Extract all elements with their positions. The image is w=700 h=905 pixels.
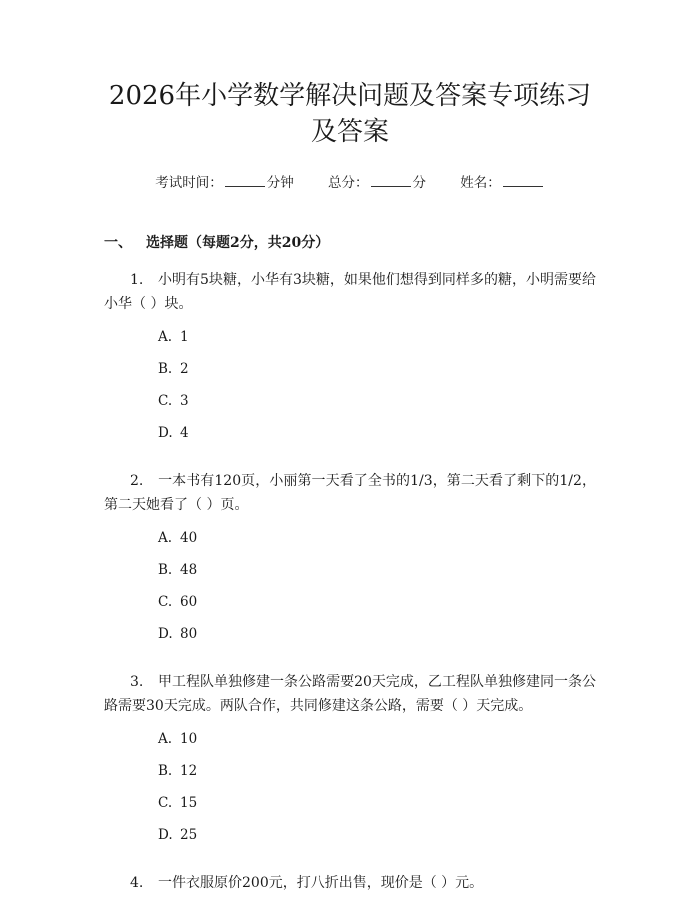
option-b[interactable]: [158, 358, 596, 390]
option-letter: C.: [158, 795, 173, 811]
option-value: 40: [180, 530, 198, 546]
section-title: 选择题（每题2分，共20分）: [146, 235, 330, 251]
question-3: [104, 670, 596, 718]
question-number: 1.: [130, 272, 144, 288]
option-letter: D.: [158, 626, 173, 642]
question-number: 2.: [130, 473, 144, 489]
total-score: [328, 172, 426, 193]
option-value: 25: [180, 827, 198, 843]
question-4: [104, 871, 596, 895]
exam-time-blank[interactable]: [225, 172, 265, 187]
option-value: 1: [180, 329, 189, 345]
question-1: [104, 268, 596, 316]
option-value: 12: [180, 763, 198, 779]
total-score-unit: 分: [412, 175, 426, 191]
option-b[interactable]: [158, 559, 596, 591]
question-2-options: [104, 527, 596, 655]
option-letter: B.: [158, 562, 173, 578]
exam-time: [155, 172, 294, 193]
student-name: [460, 172, 545, 193]
option-a[interactable]: [158, 527, 596, 559]
option-letter: B.: [158, 763, 173, 779]
question-text: 一本书有120页，小丽第一天看了全书的1/3，第二天看了剩下的1/2，第二天她看了（ ）页。: [104, 473, 596, 513]
exam-info: [104, 172, 596, 193]
option-value: 80: [180, 626, 198, 642]
option-value: 4: [180, 425, 189, 441]
option-letter: B.: [158, 361, 173, 377]
option-c[interactable]: [158, 792, 596, 824]
question-text: 甲工程队单独修建一条公路需要20天完成，乙工程队单独修建同一条公路需要30天完成。两队合作，共同修建这条公路，需要（ ）天完成。: [104, 674, 596, 714]
total-score-blank[interactable]: [371, 172, 411, 187]
section-heading: [104, 233, 596, 253]
question-text: 一件衣服原价200元，打八折出售，现价是（ ）元。: [158, 875, 484, 891]
option-value: 60: [180, 594, 198, 610]
option-d[interactable]: [158, 824, 596, 856]
option-letter: A.: [158, 530, 173, 546]
option-letter: A.: [158, 329, 173, 345]
option-value: 2: [180, 361, 189, 377]
option-c[interactable]: [158, 591, 596, 623]
option-value: 3: [180, 393, 189, 409]
option-letter: C.: [158, 594, 173, 610]
question-number: 4.: [130, 875, 144, 891]
option-letter: C.: [158, 393, 173, 409]
student-name-blank[interactable]: [503, 172, 543, 187]
question-2: [104, 469, 596, 517]
total-score-label: 总分：: [328, 175, 369, 191]
option-d[interactable]: [158, 422, 596, 454]
question-1-options: [104, 326, 596, 454]
question-text: 小明有5块糖，小华有3块糖，如果他们想得到同样多的糖，小明需要给小华（ ）块。: [104, 272, 596, 312]
option-value: 10: [180, 731, 198, 747]
section-number: 一、: [104, 235, 132, 251]
option-b[interactable]: [158, 760, 596, 792]
option-letter: D.: [158, 425, 173, 441]
option-a[interactable]: [158, 728, 596, 760]
option-letter: D.: [158, 827, 173, 843]
option-d[interactable]: [158, 623, 596, 655]
student-name-label: 姓名：: [460, 175, 501, 191]
question-3-options: [104, 728, 596, 856]
question-number: 3.: [130, 674, 144, 690]
option-a[interactable]: [158, 326, 596, 358]
exam-time-unit: 分钟: [266, 175, 294, 191]
option-value: 15: [180, 795, 198, 811]
option-c[interactable]: [158, 390, 596, 422]
option-letter: A.: [158, 731, 173, 747]
exam-time-label: 考试时间：: [155, 175, 223, 191]
page-title: 2026年小学数学解决问题及答案专项练习及答案: [108, 81, 592, 147]
option-value: 48: [180, 562, 198, 578]
